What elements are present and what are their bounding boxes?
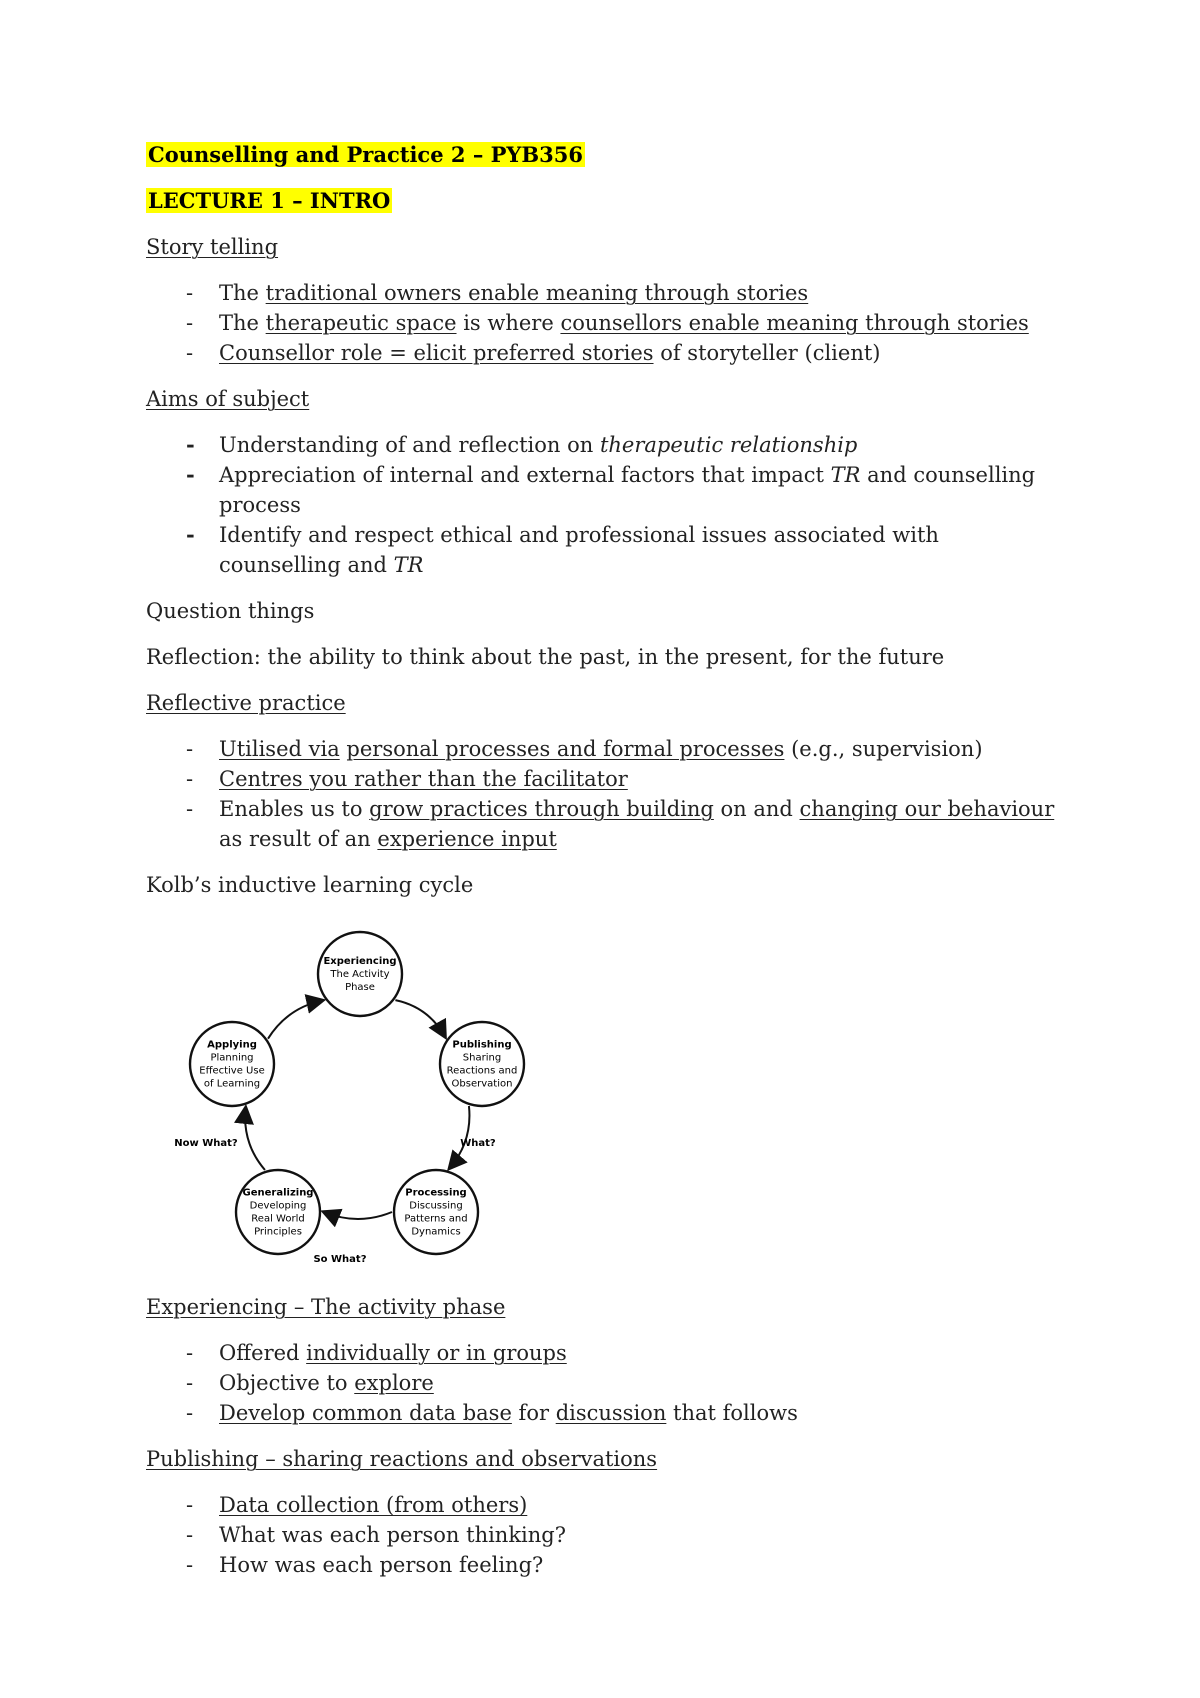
cycle-node-text: Dynamics	[411, 1226, 461, 1238]
list-item: - Appreciation of internal and external factors that impact TR and counselling process	[146, 460, 1066, 520]
reflective-practice-list	[146, 734, 1066, 854]
publishing-heading: Publishing – sharing reactions and observations	[146, 1447, 658, 1471]
cycle-node-circle	[394, 1170, 478, 1254]
cycle-node-text: Principles	[254, 1226, 302, 1238]
list-item: - Offered individually or in groups	[146, 1338, 1066, 1368]
cycle-node-title: Processing	[405, 1187, 467, 1199]
cycle-node-circle	[440, 1022, 524, 1106]
cycle-node-circle	[190, 1022, 274, 1106]
cycle-node-title: Applying	[207, 1039, 257, 1051]
course-title: Counselling and Practice 2 – PYB356	[148, 142, 583, 167]
cycle-arrow	[324, 1212, 392, 1219]
cycle-node-text: Reactions and	[446, 1065, 518, 1077]
cycle-node-text: of Learning	[203, 1078, 261, 1090]
list-item: - The therapeutic space is where counsellors enable meaning through stories	[146, 308, 1066, 338]
story-telling-heading: Story telling	[146, 235, 279, 259]
list-item: - Understanding of and reflection on therapeutic relationship	[146, 430, 1066, 460]
experiencing-list	[146, 1338, 1066, 1428]
cycle-arrow	[268, 1000, 322, 1038]
cycle-node-title: Publishing	[452, 1039, 512, 1051]
cycle-edge-label: Now What?	[174, 1138, 238, 1149]
lecture-heading: LECTURE 1 – INTRO	[148, 188, 391, 213]
kolb-cycle-diagram	[160, 914, 540, 1274]
reflection-definition: Reflection: the ability to think about the past, in the present, for the future	[146, 645, 945, 669]
cycle-node-text: Sharing	[462, 1052, 502, 1064]
cycle-edge-label: What?	[460, 1138, 496, 1149]
cycle-node-text: Planning	[210, 1052, 254, 1064]
cycle-node-text: Observation	[451, 1078, 513, 1090]
cycle-arrow	[395, 1000, 445, 1037]
experiencing-heading: Experiencing – The activity phase	[146, 1295, 506, 1319]
list-item: - Identify and respect ethical and professional issues associated with counselling and TR	[146, 520, 1066, 580]
list-item: - Data collection (from others)	[146, 1490, 1066, 1520]
document-page	[146, 140, 1066, 1596]
cycle-edge-label: So What?	[313, 1254, 367, 1265]
list-item: - Utilised via personal processes and formal processes (e.g., supervision)	[146, 734, 1066, 764]
list-item: - The traditional owners enable meaning through stories	[146, 278, 1066, 308]
list-item: - How was each person feeling?	[146, 1550, 1066, 1580]
cycle-node-circle	[236, 1170, 320, 1254]
question-things: Question things	[146, 599, 315, 623]
kolb-heading: Kolb’s inductive learning cycle	[146, 873, 474, 897]
document-title	[146, 140, 1066, 170]
cycle-node-title: Experiencing	[323, 956, 397, 967]
cycle-node-title: Generalizing	[242, 1187, 314, 1199]
cycle-arrow	[245, 1108, 265, 1170]
aims-list	[146, 430, 1066, 580]
kolb-cycle-svg	[160, 914, 540, 1274]
list-item: - Centres you rather than the facilitator	[146, 764, 1066, 794]
cycle-node-text: Real World	[251, 1213, 305, 1225]
list-item: - Objective to explore	[146, 1368, 1066, 1398]
aims-heading: Aims of subject	[146, 387, 310, 411]
cycle-node-text: Developing	[249, 1200, 307, 1212]
list-item: - Enables us to grow practices through building on and changing our behaviour as result of an experience input	[146, 794, 1066, 854]
list-item: - Develop common data base for discussion that follows	[146, 1398, 1066, 1428]
cycle-node-text: Effective Use	[199, 1065, 265, 1077]
cycle-node-text: Phase	[345, 982, 375, 993]
story-telling-list	[146, 278, 1066, 368]
cycle-node-text: Patterns and	[404, 1213, 468, 1225]
publishing-list	[146, 1490, 1066, 1580]
list-item: - Counsellor role = elicit preferred stories of storyteller (client)	[146, 338, 1066, 368]
cycle-node-text: Discussing	[409, 1200, 463, 1212]
reflective-practice-heading: Reflective practice	[146, 691, 346, 715]
lecture-heading-row	[146, 186, 1066, 216]
list-item: - What was each person thinking?	[146, 1520, 1066, 1550]
cycle-node-text: The Activity	[330, 969, 390, 980]
